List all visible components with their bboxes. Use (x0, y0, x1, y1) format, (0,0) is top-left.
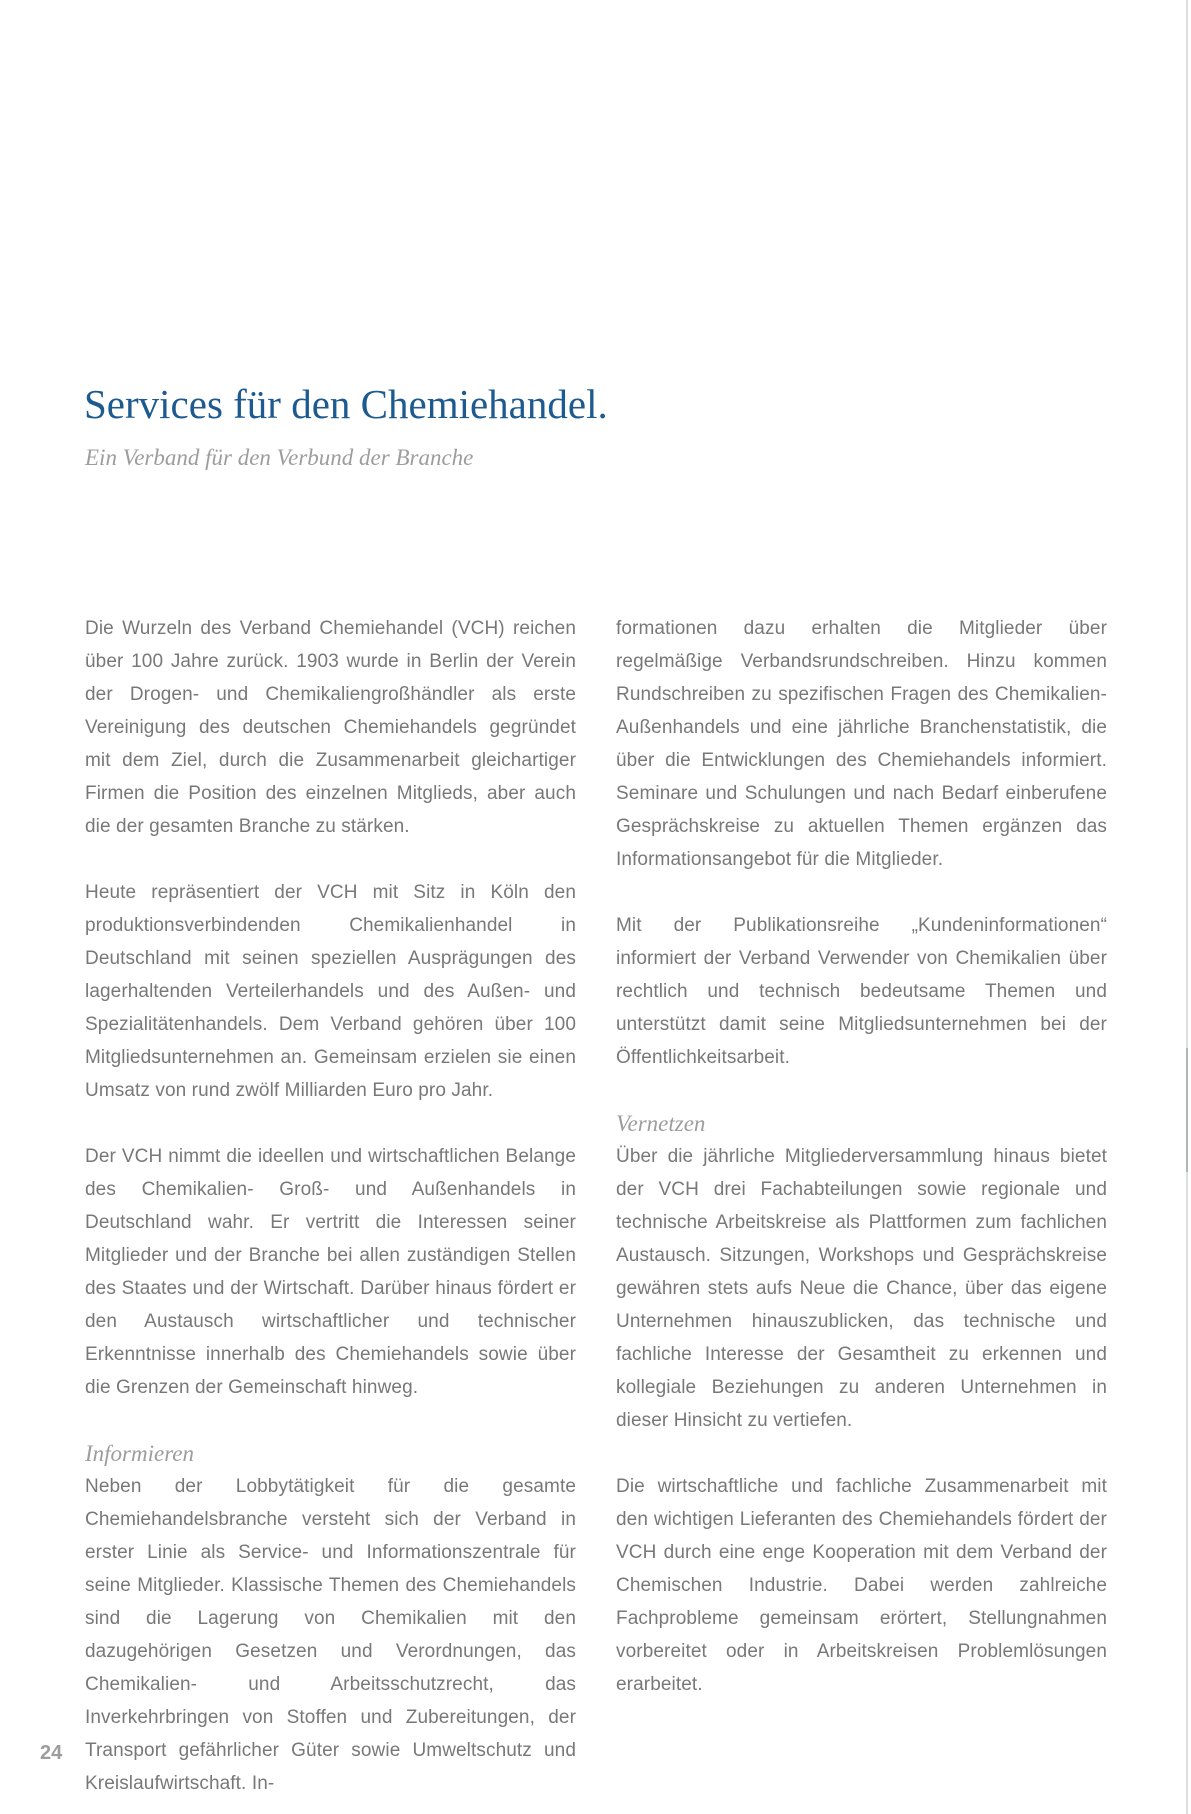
paragraph-networking: Über die jährliche Mitgliederversammlung hinaus bietet der VCH drei Fachabteilungen sowie regionale und technische Arbeitskreise als Plattformen zum fachlichen Austausch. Sitzungen, Workshops und Gesprächskreise gewähren stets aufs Neue die Chance, über das eigene Unternehmen hinauszublicken, das technische und fachliche Interesse der Gesamtheit zu erkennen und kollegiale Beziehungen zu anderen Unternehmen in dieser Hinsicht zu vertiefen. (616, 1146, 1107, 1431)
paragraph-today: Heute repräsentiert der VCH mit Sitz in Köln den produktionsverbindenden Chemikalienhandel in Deutschland mit seinen speziellen Ausprägungen des lagerhaltenden Verteilerhandels und des Außen- und Spezialitätenhandels. Dem Verband gehören über 100 Mitgliedsunternehmen an. Gemeinsam erzielen sie einen Umsatz von rund zwölf Milliarden Euro pro Jahr. (85, 882, 576, 1101)
paragraph-publications: Mit der Publikationsreihe „Kundeninformationen“ informiert der Verband Verwender von Chemikalien über rechtlich und technisch bedeutsame Themen und unterstützt damit seine Mitgliedsunternehmen bei der Öffentlichkeitsarbeit. (616, 915, 1107, 1068)
section-heading-vernetzen: Vernetzen (616, 1111, 706, 1136)
page-subtitle: Ein Verband für den Verbund der Branche (85, 445, 474, 470)
body-columns (85, 612, 1107, 1814)
page-edge-line-accent (1186, 1048, 1188, 1172)
page-edge-line (1186, 0, 1188, 1814)
paragraph-roots: Die Wurzeln des Verband Chemiehandel (VCH) reichen über 100 Jahre zurück. 1903 wurde in Berlin der Verein der Drogen- und Chemikaliengroßhändler als erste Vereinigung des deutschen Chemiehandels gegründet mit dem Ziel, durch die Zusammenarbeit gleichartiger Firmen die Position des einzelnen Mitglieds, aber auch die der gesamten Branche zu stärken. (85, 618, 576, 837)
page-number: 24 (40, 1742, 63, 1764)
left-column (85, 612, 576, 1814)
paragraph-information: formationen dazu erhalten die Mitglieder über regelmäßige Verbandsrundschreiben. Hinzu kommen Rundschreiben zu spezifischen Fragen des Chemikalien-Außenhandels und eine jährliche Branchenstatistik, die über die Entwicklungen des Chemiehandels informiert. Seminare und Schulungen und nach Bedarf einberufene Gesprächskreise zu aktuellen Themen ergänzen das Informationsangebot für die Mitglieder. (616, 618, 1107, 870)
paragraph-cooperation: Die wirtschaftliche und fachliche Zusammenarbeit mit den wichtigen Lieferanten des Chemiehandels fördert der VCH durch eine enge Kooperation mit dem Verband der Chemischen Industrie. Dabei werden zahlreiche Fachprobleme gemeinsam erörtert, Stellungnahmen vorbereitet oder in Arbeitskreisen Problemlösungen erarbeitet. (616, 1476, 1107, 1695)
page-title: Services für den Chemiehandel. (84, 381, 608, 427)
paragraph-interests: Der VCH nimmt die ideellen und wirtschaftlichen Belange des Chemikalien- Groß- und Außenhandels in Deutschland wahr. Er vertritt die Interessen seiner Mitglieder und der Branche bei allen zuständigen Stellen des Staates und der Wirtschaft. Darüber hinaus fördert er den Austausch wirtschaftlicher und technischer Erkenntnisse innerhalb des Chemiehandels sowie über die Grenzen der Gemeinschaft hinweg. (85, 1146, 576, 1398)
section-heading-informieren: Informieren (85, 1441, 195, 1466)
right-column (616, 612, 1107, 1814)
paragraph-lobby: Neben der Lobbytätigkeit für die gesamte Chemiehandelsbranche versteht sich der Verband in erster Linie als Service- und Informationszentrale für seine Mitglieder. Klassische Themen des Chemiehandels sind die Lagerung von Chemikalien mit den dazugehörigen Gesetzen und Verordnungen, das Chemikalien- und Arbeitsschutzrecht, das Inverkehrbringen von Stoffen und Zubereitungen, der Transport gefährlicher Güter sowie Umweltschutz und Kreislaufwirtschaft. In- (85, 1476, 576, 1794)
